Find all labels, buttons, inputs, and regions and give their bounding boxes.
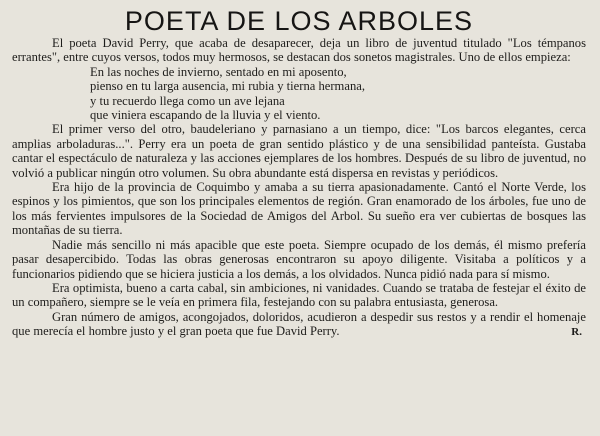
verse-line: pienso en tu larga ausencia, mi rubia y tierna hermana, [90,79,365,94]
verse-line: que viniera escapando de la lluvia y el viento. [90,108,321,123]
poem-quote [12,65,586,123]
paragraph-character: Nadie más sencillo ni más apacible que este poeta. Siempre ocupado de los demás, él mismo prefería pasar desapercibido. Todas las obras generosas encontraron su apoyo diligente. Visitaba a políticos y a funcionarios pidiendo que se hiciera justicia a los demás, a los olvidados. Nunca pidió nada para sí mismo. [12,237,586,281]
article-title: POETA DE LOS ARBOLES [124,6,474,36]
paragraph-intro: El poeta David Perry, que acaba de desaparecer, deja un libro de juventud titulado "Los témpanos errantes", entre cuyos versos, todos muy hermosos, se destacan dos sonetos magistrales. Uno de ellos empieza: [12,36,586,65]
verse-line: En las noches de invierno, sentado en mi aposento, [90,64,347,79]
paragraph-origin: Era hijo de la provincia de Coquimbo y amaba a su tierra apasionadamente. Cantó el Norte Verde, los espinos y los pimientos, que son los principales elementos de región. Gran enamorado de los árboles, fue uno de los más fervientes impulsores de la Sociedad de Amigos del Arbol. Su sueño era ver cubiertas de bosques las montañas de su tierra. [12,180,586,238]
author-signature: R. [571,325,582,338]
verse-line: y tu recuerdo llega como un ave lejana [90,93,285,108]
paragraph-farewell: Gran número de amigos, acongojados, doloridos, acudieron a despedir sus restos y a rendir el homenaje que merecía el hombre justo y el gran poeta que fue David Perry. [12,309,586,339]
article-body [12,36,586,339]
paragraph-style: El primer verso del otro, baudeleriano y parnasiano a un tiempo, dice: "Los barcos elegantes, cerca amplias arboladuras...". Perry era un poeta de gran sentido plástico y de una sensibilidad panteísta. Gustaba cantar el espectáculo de naturaleza y las acciones ejemplares de los hombres. Después de su libro de juventud, no volvió a publicar ningún otro volumen. Su obra abundante está dispersa en revistas y periódicos. [12,122,586,180]
paragraph-optimism: Era optimista, bueno a carta cabal, sin ambiciones, ni vanidades. Cuando se trataba de festejar el éxito de un compañero, siempre se le veía en primera fila, festejando con su palabra entusiasta, generosa. [12,280,586,310]
